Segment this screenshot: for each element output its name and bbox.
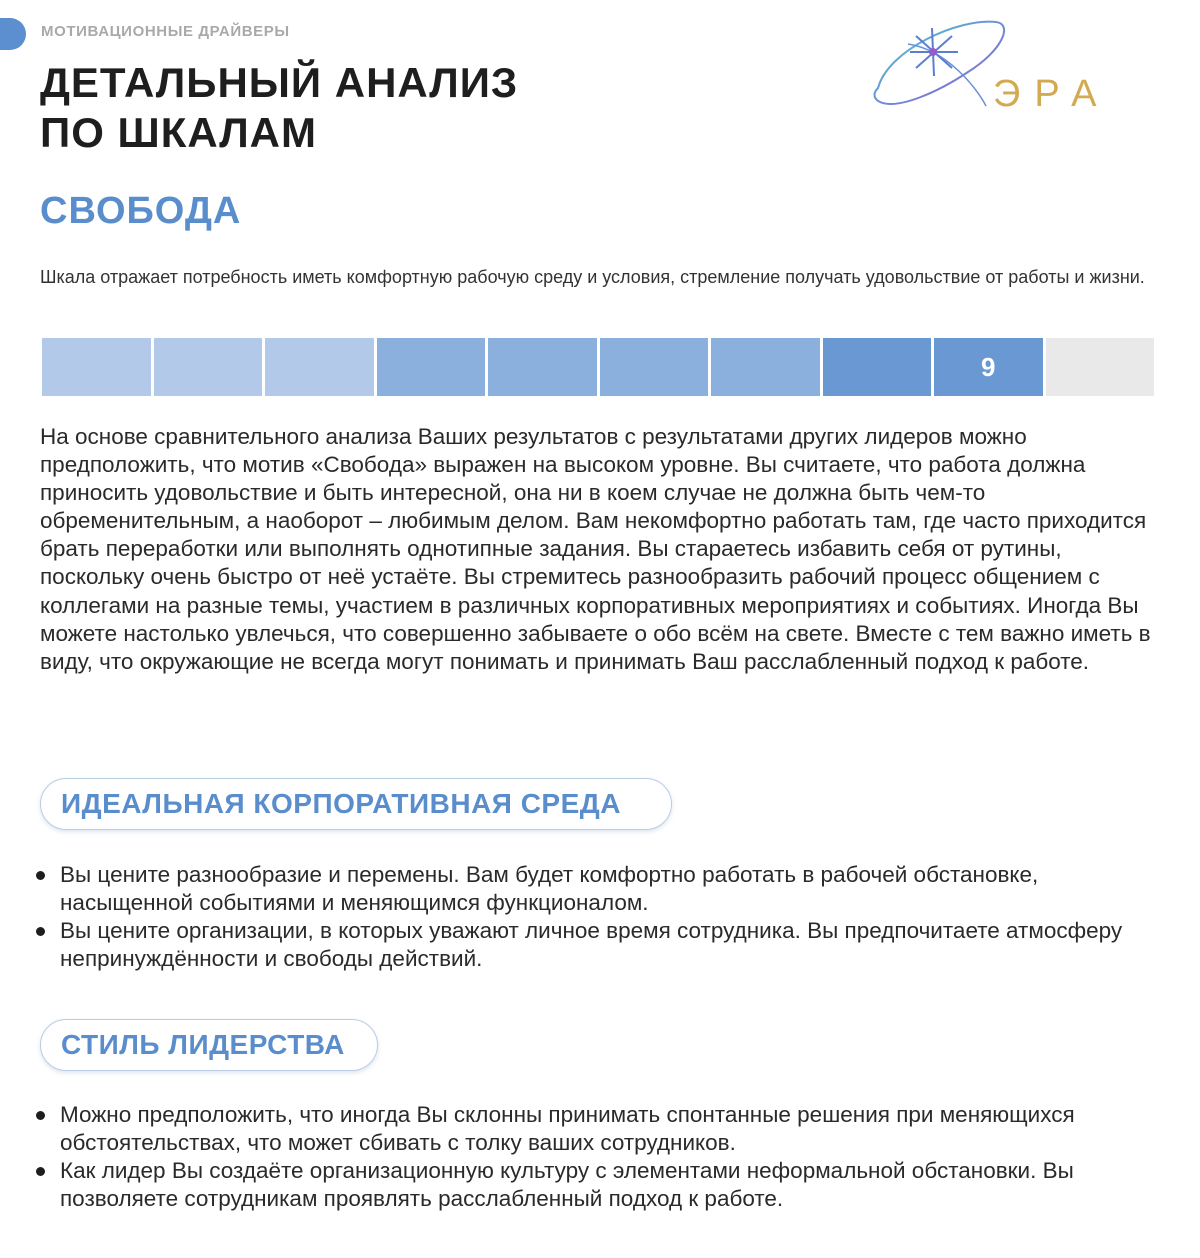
list-item xyxy=(60,917,1160,973)
scale-description: Шкала отражает потребность иметь комфортную рабочую среду и условия, стремление получать удовольствие от работы и жизни. xyxy=(40,267,1145,287)
scale-title: СВОБОДА xyxy=(40,190,242,232)
scale-score-bar xyxy=(42,338,1154,396)
page-title xyxy=(40,58,518,158)
scale-segment-filled xyxy=(154,338,263,396)
scale-segment-filled xyxy=(42,338,151,396)
bullet-icon xyxy=(36,927,45,936)
scale-segment-filled xyxy=(488,338,597,396)
list-item-text: Вы цените организации, в которых уважают личное время сотрудника. Вы предпочитаете атмосферу непринуждённости и свободы действий. xyxy=(60,918,1123,971)
list-item xyxy=(60,1157,1160,1213)
era-logo-text: ЭРА xyxy=(993,73,1111,115)
list-item-text: Вы цените разнообразие и перемены. Вам будет комфортно работать в рабочей обстановке, насыщенной событиями и меняющимся функционалом. xyxy=(60,862,1039,915)
scale-segment-empty xyxy=(1046,338,1155,396)
bullet-icon xyxy=(36,871,45,880)
section-kicker: МОТИВАЦИОННЫЕ ДРАЙВЕРЫ xyxy=(41,23,290,40)
corporate-env-list xyxy=(60,861,1160,973)
scale-segment-filled xyxy=(377,338,486,396)
leadership-style-list xyxy=(60,1101,1160,1213)
list-item xyxy=(60,1101,1160,1157)
list-item-text: Можно предположить, что иногда Вы склонны принимать спонтанные решения при меняющихся обстоятельствах, что может сбивать с толку ваших сотрудников. xyxy=(60,1102,1075,1155)
page-marker-dot xyxy=(0,18,26,50)
list-item-text: Как лидер Вы создаёте организационную культуру с элементами неформальной обстановки. Вы позволяете сотрудникам проявлять расслабленный подход к работе. xyxy=(60,1158,1074,1211)
scale-segment-filled xyxy=(265,338,374,396)
corporate-env-heading: ИДЕАЛЬНАЯ КОРПОРАТИВНАЯ СРЕДА xyxy=(40,778,672,830)
scale-segment-filled xyxy=(600,338,709,396)
page-title-line-2: ПО ШКАЛАМ xyxy=(40,109,317,156)
leadership-style-heading: СТИЛЬ ЛИДЕРСТВА xyxy=(40,1019,378,1071)
list-item xyxy=(60,861,1160,917)
bullet-icon xyxy=(36,1111,45,1120)
scale-score-label: 9 xyxy=(934,338,1043,396)
analysis-paragraph: На основе сравнительного анализа Ваших результатов с результатами других лидеров можно предположить, что мотив «Свобода» выражен на высоком уровне. Вы считаете, что работа должна приносить удовольствие и быть интересной, она ни в коем случае не должна быть чем-то обременительным, а наоборот – любимым делом. Вам некомфортно работать там, где часто приходится брать переработки или выполнять однотипные задания. Вы стараетесь избавить себя от рутины, поскольку очень быстро от неё устаёте. Вы стремитесь разнообразить рабочий процесс общением с коллегами на разные темы, участием в различных корпоративных мероприятиях и событиях. Иногда Вы можете настолько увлечься, что совершенно забываете о обо всём на свете. Вместе с тем важно иметь в виду, что окружающие не всегда могут понимать и принимать Ваш расслабленный подход к работе. xyxy=(40,424,1151,674)
page-title-line-1: ДЕТАЛЬНЫЙ АНАЛИЗ xyxy=(40,59,519,106)
scale-segment-filled xyxy=(711,338,820,396)
bullet-icon xyxy=(36,1167,45,1176)
scale-segment-filled xyxy=(823,338,932,396)
